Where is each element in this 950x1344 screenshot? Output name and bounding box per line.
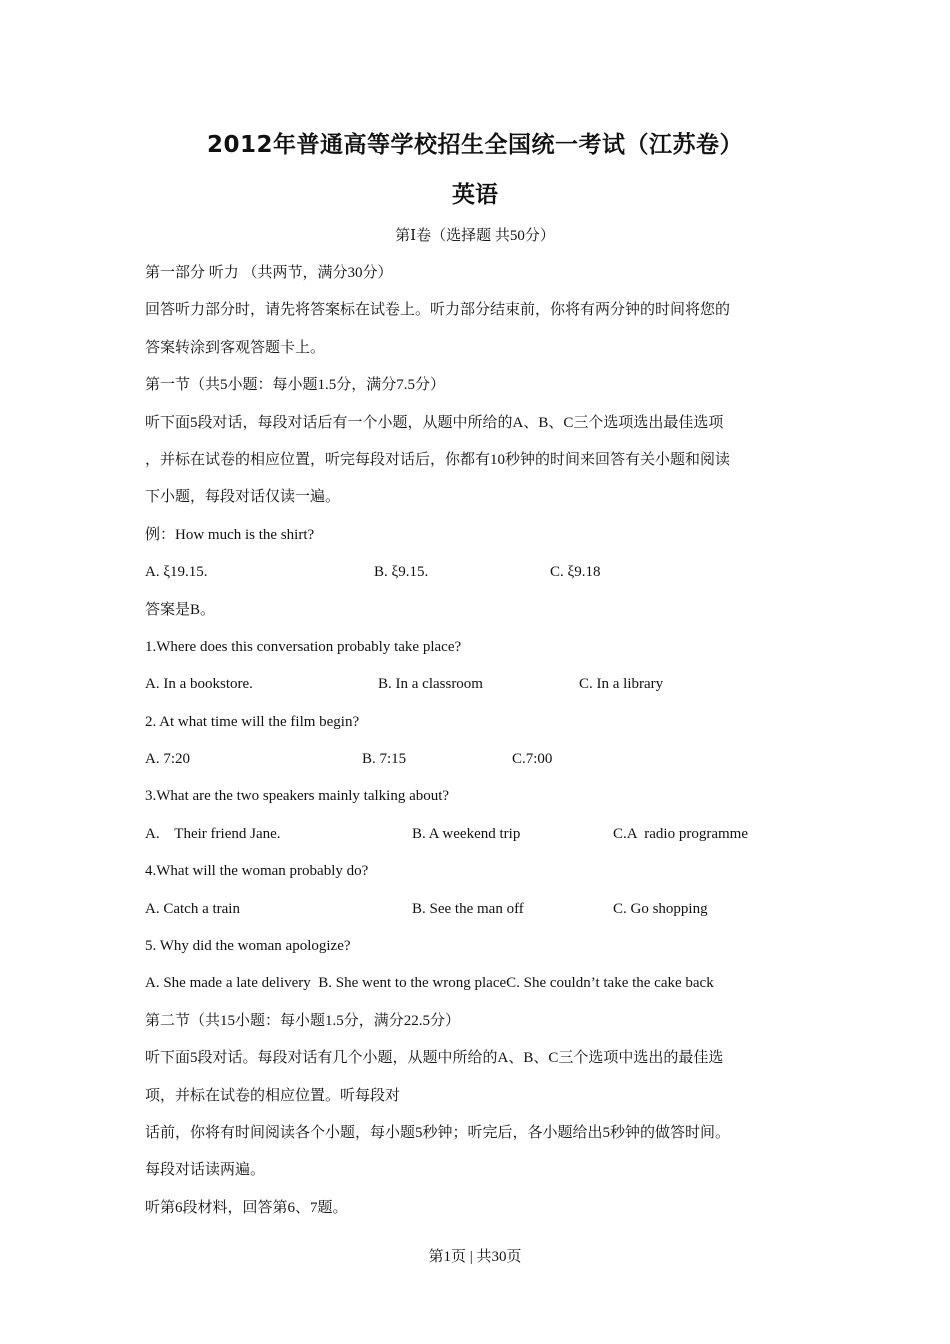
option-a: A. Their friend Jane.: [145, 825, 281, 842]
subject-title: 英语: [452, 182, 498, 208]
instruction-line: ，并标在试卷的相应位置，听完每段对话后，你都有10秒钟的时间来回答有关小题和阅读: [145, 451, 731, 468]
volume-heading: 第Ⅰ卷（选择题 共50分）: [395, 228, 555, 244]
example-options: [145, 562, 815, 599]
option-c: C.7:00: [512, 751, 553, 768]
option-a: A. In a bookstore.: [145, 676, 253, 693]
question-1: 1.Where does this conversation probably take place?: [145, 638, 462, 655]
instruction-line: 回答听力部分时，请先将答案标在试卷上。听力部分结束前，你将有两分钟的时间将您的: [145, 302, 731, 319]
example-question: 例：How much is the shirt?: [145, 526, 315, 543]
option-a: A. 7:20: [145, 751, 190, 768]
option-c: C. ξ9.18: [550, 564, 601, 581]
section-heading: 第二节（共15小题：每小题1.5分，满分22.5分）: [145, 1012, 461, 1029]
page-footer: 第1页 | 共30页: [428, 1249, 522, 1265]
option-a: A. ξ19.15.: [145, 564, 208, 581]
option-b: B. In a classroom: [378, 676, 483, 693]
instruction-line: 答案转涂到客观答题卡上。: [145, 339, 326, 356]
option-c: C. Go shopping: [613, 900, 708, 917]
question-4: 4.What will the woman probably do?: [145, 863, 369, 880]
instruction-line: 听下面5段对话，每段对话后有一个小题，从题中所给的A、B、C三个选项选出最佳选项: [145, 414, 724, 431]
instruction-line: 下小题，每段对话仅读一遍。: [145, 489, 341, 506]
instruction-line: 听下面5段对话。每段对话有几个小题，从题中所给的A、B、C三个选项中选出的最佳选: [145, 1050, 724, 1067]
instruction-line: 项，并标在试卷的相应位置。听每段对: [145, 1087, 401, 1104]
option-b: B. See the man off: [412, 900, 524, 917]
option-c: C. In a library: [579, 676, 664, 693]
question-4-options: [145, 899, 815, 936]
option-c: C.A radio programme: [613, 825, 748, 842]
option-a: A. Catch a train: [145, 900, 240, 917]
question-3: 3.What are the two speakers mainly talking about?: [145, 788, 450, 805]
question-2-options: [145, 749, 815, 786]
question-2: 2. At what time will the film begin?: [145, 713, 360, 730]
exam-body: [145, 263, 815, 1235]
question-5-options: A. She made a late delivery B. She went to the wrong placeC. She couldn’t take the cake back: [145, 975, 714, 992]
question-5: 5. Why did the woman apologize?: [145, 938, 351, 955]
question-1-options: [145, 674, 815, 711]
question-3-options: [145, 824, 815, 861]
option-b: B. 7:15: [362, 751, 407, 768]
exam-title: 2012年普通高等学校招生全国统一考试（江苏卷）: [206, 132, 743, 158]
instruction-line: 听第6段材料，回答第6、7题。: [145, 1199, 348, 1216]
example-answer: 答案是B。: [145, 601, 216, 618]
option-b: B. ξ9.15.: [374, 564, 429, 581]
part-heading: 第一部分 听力 （共两节，满分30分）: [145, 265, 393, 281]
instruction-line: 每段对话读两遍。: [145, 1162, 266, 1179]
instruction-line: 话前，你将有时间阅读各个小题，每小题5秒钟；听完后，各小题给出5秒钟的做答时间。: [145, 1124, 731, 1141]
section-heading: 第一节（共5小题：每小题1.5分，满分7.5分）: [145, 377, 446, 394]
option-b: B. A weekend trip: [412, 825, 521, 842]
